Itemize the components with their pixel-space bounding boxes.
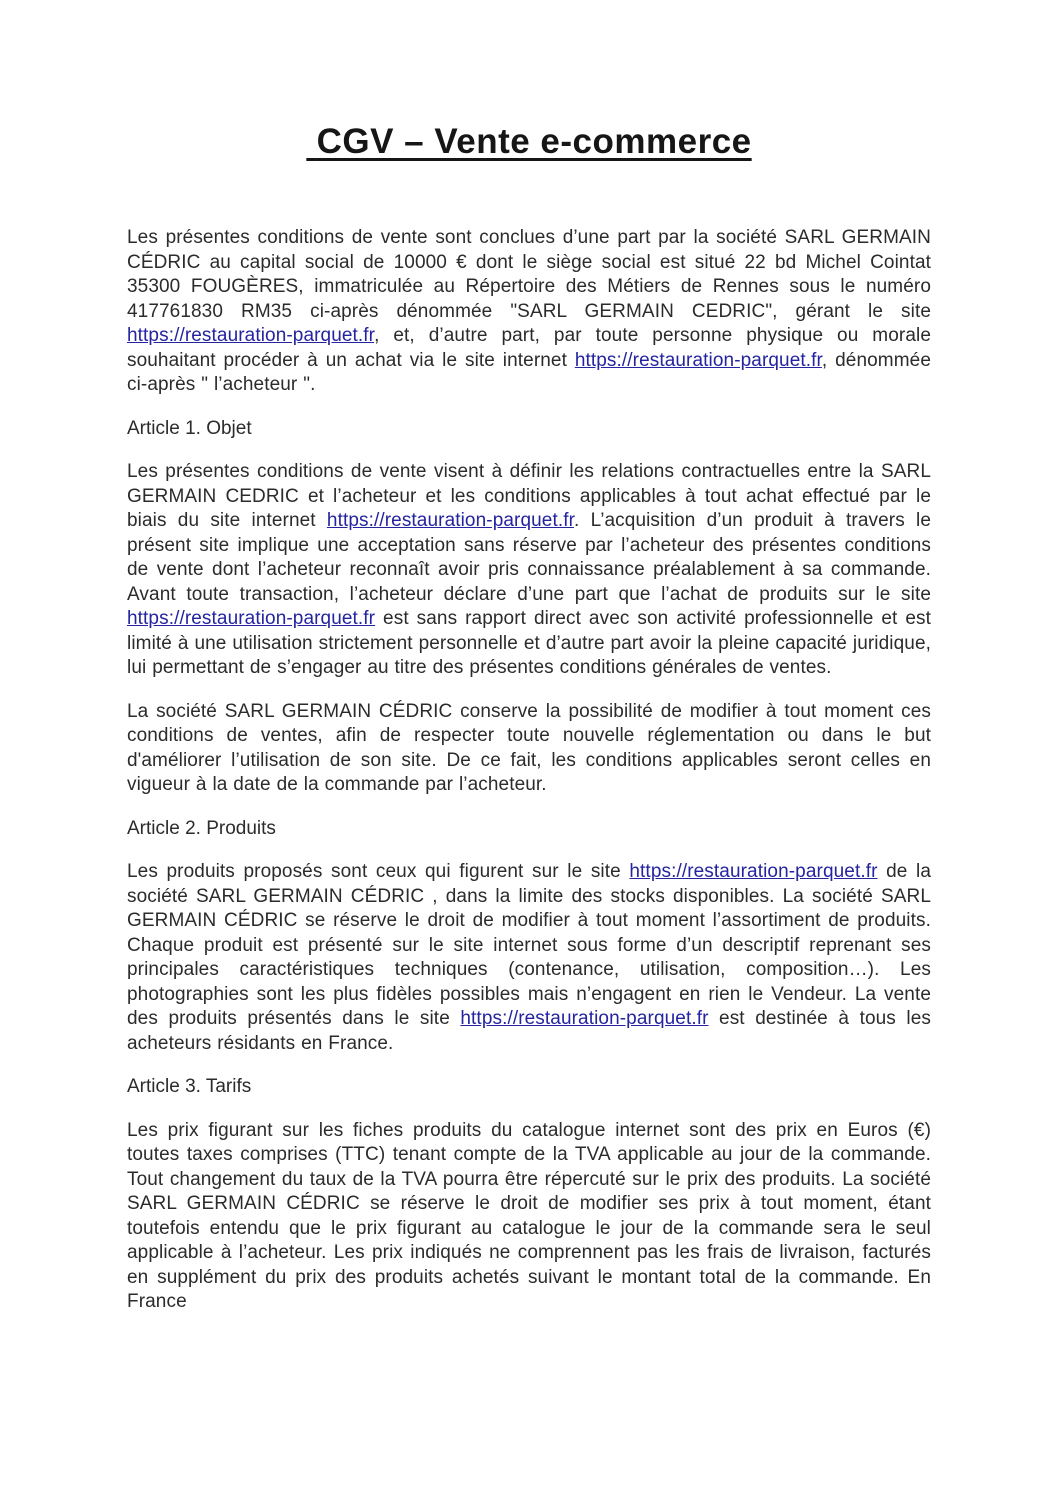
article-2-body-paragraph	[127, 860, 931, 1056]
intro-paragraph	[127, 226, 931, 398]
body-text: est sans rapport direct avec son activité professionnelle et est limité à une utilisation strictement personnelle et d’autre part avoir la pleine capacité juridique, lui permettant de s’engager au titre des présentes conditions générales de ventes.	[127, 608, 931, 678]
article-2-heading: Article 2. Produits	[127, 817, 276, 839]
article-3-body-paragraph	[127, 1119, 931, 1315]
restauration-parquet-link[interactable]: https://restauration-parquet.fr	[127, 325, 375, 346]
restauration-parquet-link[interactable]: https://restauration-parquet.fr	[127, 608, 376, 629]
article-1-body-paragraph	[127, 460, 931, 681]
body-text: de la société SARL GERMAIN CÉDRIC , dans la limite des stocks disponibles. La société SARL GERMAIN CÉDRIC se réserve le droit de modifier à tout moment l’assortiment de produits. Chaque produit est présenté sur le site internet sous forme d’un descriptif reprenant ses principales caractéristiques techniques (contenance, utilisation, composition…). Les photographies sont les plus fidèles possibles mais n’engagent en rien le Vendeur. La vente des produits présentés dans le site	[127, 861, 931, 1029]
document-title: CGV – Vente e-commerce	[306, 122, 752, 161]
restauration-parquet-link[interactable]: https://restauration-parquet.fr	[629, 861, 878, 882]
body-text: , dénommée ci-après " l’acheteur ".	[127, 349, 931, 395]
body-text: Les prix figurant sur les fiches produits du catalogue internet sont des prix en Euros (€) toutes taxes comprises (TTC) tenant compte de la TVA applicable au jour de la commande. Tout changement du taux de la TVA pourra être répercuté sur le prix des produits. La société SARL GERMAIN CÉDRIC se réserve le droit de modifier ses prix à tout moment, étant toutefois entendu que le prix figurant au catalogue le jour de la commande sera le seul applicable à l’acheteur. Les prix indiqués ne comprennent pas les frais de livraison, facturés en supplément du prix des produits achetés suivant le montant total de la commande. En France	[127, 1119, 931, 1312]
body-text: est destinée à tous les acheteurs résidants en France.	[127, 1008, 931, 1054]
restauration-parquet-link[interactable]: https://restauration-parquet.fr	[460, 1008, 709, 1029]
body-text: Les présentes conditions de vente sont conclues d’une part par la société SARL GERMAIN CÉDRIC au capital social de 10000 € dont le siège social est situé 22 bd Michel Cointat 35300 FOUGÈRES, immatriculée au Répertoire des Métiers de Rennes sous le numéro 417761830 RM35 ci-après dénommée "SARL GERMAIN CEDRIC", gérant le site	[127, 227, 931, 322]
body-text: Les présentes conditions de vente visent à définir les relations contractuelles entre la SARL GERMAIN CEDRIC et l’acheteur et les conditions applicables à tout achat effectué par le biais du site internet	[127, 461, 931, 531]
body-text: La société SARL GERMAIN CÉDRIC conserve la possibilité de modifier à tout moment ces conditions de ventes, afin de respecter toute nouvelle réglementation ou dans le but d'améliorer l’utilisation de son site. De ce fait, les conditions applicables seront celles en vigueur à la date de la commande par l’acheteur.	[127, 700, 931, 795]
restauration-parquet-link[interactable]: https://restauration-parquet.fr	[574, 349, 822, 371]
conditions-modification-paragraph	[127, 700, 931, 798]
body-text: Les produits proposés sont ceux qui figurent sur le site	[127, 861, 630, 882]
body-text: . L’acquisition d’un produit à travers le présent site implique une acceptation sans réserve par l’acheteur des présentes conditions de vente dont l’acheteur reconnaît avoir pris connaissance préalablement à sa commande. Avant toute transaction, l’acheteur déclare d’une part que l’achat de produits sur le site	[127, 510, 931, 605]
article-3-heading: Article 3. Tarifs	[127, 1076, 252, 1097]
body-text: , et, d’autre part, par toute personne physique ou morale souhaitant procéder à un achat via le site internet	[127, 325, 931, 371]
restauration-parquet-link[interactable]: https://restauration-parquet.fr	[326, 510, 574, 531]
article-1-heading: Article 1. Objet	[127, 417, 252, 439]
